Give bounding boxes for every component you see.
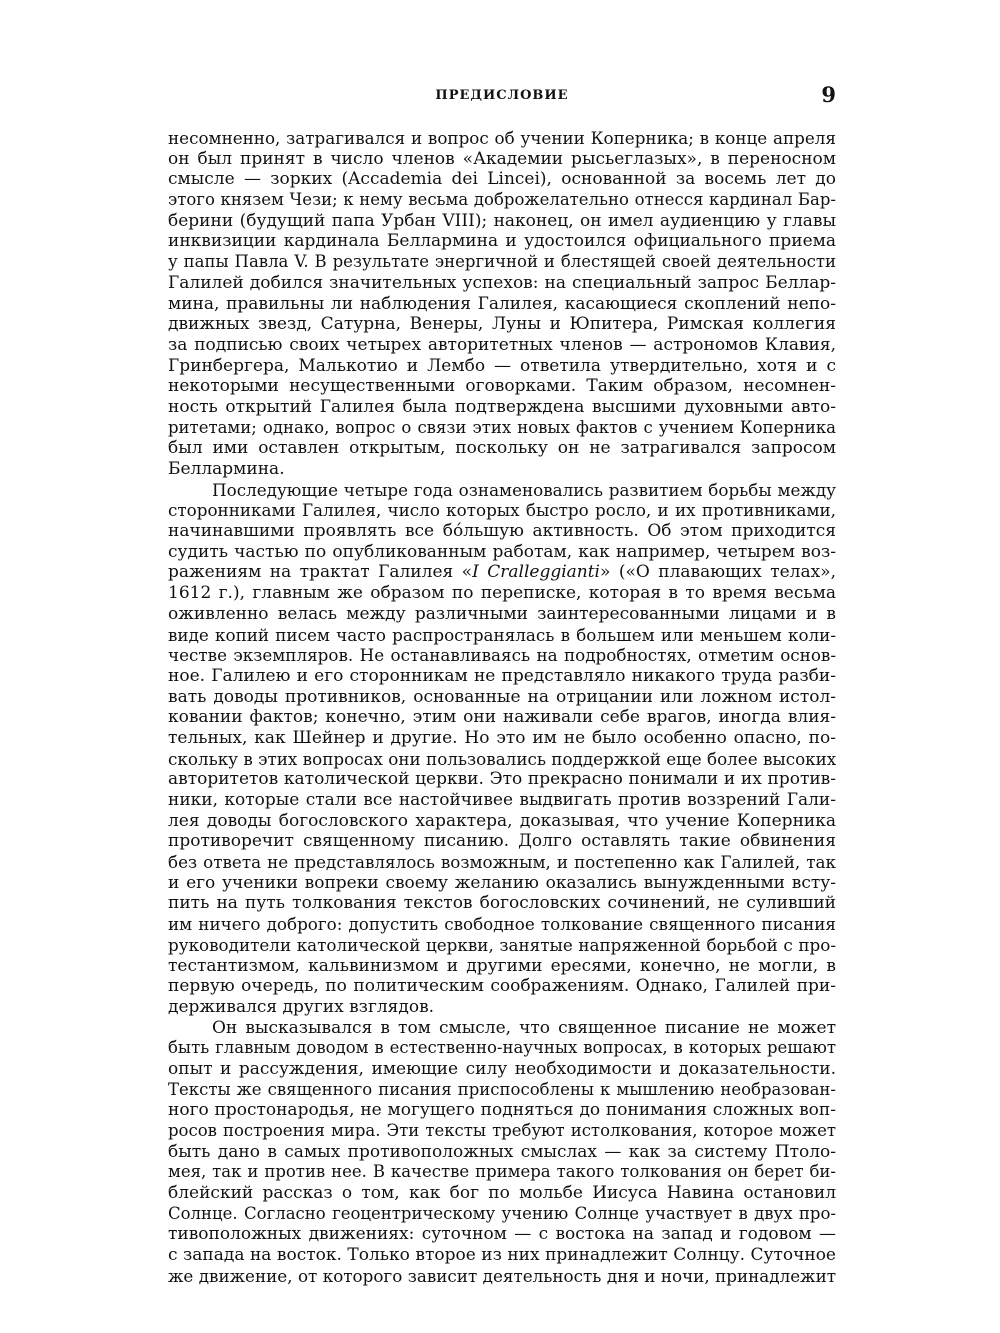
text-line: судить частью по опубликованным работам, как например, четырем воз- (168, 541, 836, 562)
text-line: ное. Галилею и его сторонникам не представляло никакого труда разби- (168, 665, 836, 686)
text-line: держивался других взглядов. (168, 996, 435, 1017)
text-line: Последующие четыре года ознаменовались развитием борьбы между (212, 479, 836, 500)
text-line: этого князем Чези; к нему весьма доброжелательно отнесся кардинал Бар- (168, 190, 836, 210)
text-line: быть дано в самых противоположных смыслах — как за систему Птоло- (168, 1141, 836, 1162)
text-line: мея, так и против нее. В качестве примера такого толкования он берет би- (168, 1162, 836, 1182)
text-line: скольку в этих вопросах они пользовались поддержкой еще более высоких (168, 748, 836, 769)
page-number: 9 (821, 82, 836, 107)
text-line: оживленно велась между различными заинтересованными лицами и в (168, 603, 836, 624)
text-line: Солнце. Согласно геоцентрическому учению Солнце участвует в двух про- (168, 1203, 836, 1223)
text-line: им ничего доброго: допустить свободное толкование священного писания (168, 914, 836, 935)
text-line: лея доводы богословского характера, доказывая, что учение Коперника (168, 810, 836, 831)
text-line-head: ражениям на трактат Галилея « (168, 562, 473, 583)
body-text (168, 128, 836, 1287)
text-line: был ими оставлен открытым, поскольку он не затрагивался запросом (168, 438, 836, 459)
text-line: 1612 г.), главным же образом по переписке, которая в то время весьма (168, 583, 836, 604)
text-line: пить на путь толкования текстов богословских сочинений, не суливший (168, 893, 836, 914)
text-line: начинавшими проявлять все бо́льшую активность. Об этом приходится (168, 521, 836, 542)
text-line: смысле — зорких (Accademia dei Lincei), основанной за восемь лет до (168, 169, 836, 190)
text-line: Галилей добился значительных успехов: на специальный запрос Беллар- (168, 272, 836, 293)
running-head (168, 82, 836, 112)
text-line: тестантизмом, кальвинизмом и другими ересями, конечно, не могли, в (168, 955, 836, 976)
text-line: ковании фактов; конечно, этим они наживали себе врагов, иногда влия- (168, 707, 836, 728)
text-line: руководители католической церкви, занятые напряженной борьбой с про- (168, 934, 836, 955)
text-line: некоторыми несущественными оговорками. Таким образом, несомнен- (168, 376, 836, 397)
text-line: у папы Павла V. В результате энергичной и блестящей своей деятельности (168, 252, 836, 272)
text-line: росов построения мира. Эти тексты требуют истолкования, которое может (168, 1121, 836, 1140)
text-line: с запада на восток. Только второе из них принадлежит Солнцу. Суточное (168, 1245, 836, 1266)
text-line-with-italic (168, 562, 836, 583)
text-line-tail: » («О плавающих телах», (600, 562, 836, 583)
text-line: инквизиции кардинала Беллармина и удостоился официального приема (168, 231, 836, 252)
text-line: и его ученики вопреки своему желанию оказались вынужденными всту- (168, 872, 836, 893)
text-line: виде копий писем часто распространялась в большем или меньшем коли- (168, 624, 836, 645)
text-line: мина, правильны ли наблюдения Галилея, касающиеся скоплений непо- (168, 293, 836, 314)
text-line: сторонниками Галилея, число которых быстро росло, и их противниками, (168, 500, 836, 521)
text-line: ники, которые стали все настойчивее выдвигать против воззрений Гали- (168, 790, 836, 810)
text-line: опыт и рассуждения, имеющие силу необходимости и доказательности. (168, 1058, 836, 1079)
text-line: ритетами; однако, вопрос о связи этих новых фактов с учением Коперника (168, 417, 836, 437)
text-line: движных звезд, Сатурна, Венеры, Луны и Юпитера, Римская коллегия (168, 314, 836, 335)
text-line: за подписью своих четырех авторитетных членов — астрономов Клавия, (168, 334, 836, 355)
text-line: вать доводы противников, основанные на отрицании или ложном истол- (168, 686, 836, 707)
text-line: авторитетов католической церкви. Это прекрасно понимали и их против- (168, 769, 836, 790)
text-line: несомненно, затрагивался и вопрос об учении Коперника; в конце апреля (168, 128, 836, 148)
text-line: ность открытий Галилея была подтверждена высшими духовными авто- (168, 396, 836, 417)
text-line: он был принят в число членов «Академии рысьеглазых», в переносном (168, 148, 836, 169)
italic-title: I Cralleggianti (472, 562, 600, 583)
text-line: первую очередь, по политическим соображениям. Однако, Галилей при- (168, 976, 836, 997)
text-line: быть главным доводом в естественно-научных вопросах, в которых решают (168, 1038, 836, 1058)
text-line: Тексты же священного писания приспособлены к мышлению необразован- (168, 1079, 836, 1099)
text-line: Беллармина. (168, 459, 285, 479)
text-line: блейский рассказ о том, как бог по мольбе Иисуса Навина остановил (168, 1183, 836, 1204)
text-line: ного простонародья, не могущего подняться до понимания сложных воп- (168, 1100, 836, 1121)
text-line: Он высказывался в том смысле, что священное писание не может (212, 1017, 836, 1038)
text-line: тельных, как Шейнер и другие. Но это им не было особенно опасно, по- (168, 727, 836, 748)
text-line: противоречит священному писанию. Долго оставлять такие обвинения (168, 831, 836, 852)
running-title: ПРЕДИСЛОВИЕ (435, 88, 569, 103)
text-line: честве экземпляров. Не останавливаясь на подробностях, отметим основ- (168, 645, 836, 666)
text-line: Гринбергера, Малькотио и Лембо — ответила утвердительно, хотя и с (168, 355, 836, 376)
text-line: же движение, от которого зависит деятельность дня и ночи, принадлежит (168, 1265, 836, 1286)
text-line: тивоположных движениях: суточном — с востока на запад и годовом — (168, 1224, 836, 1245)
text-line: берини (будущий папа Урбан VIII); наконец, он имел аудиенцию у главы (168, 210, 836, 231)
text-line: без ответа не представлялось возможным, и постепенно как Галилей, так (168, 852, 836, 873)
